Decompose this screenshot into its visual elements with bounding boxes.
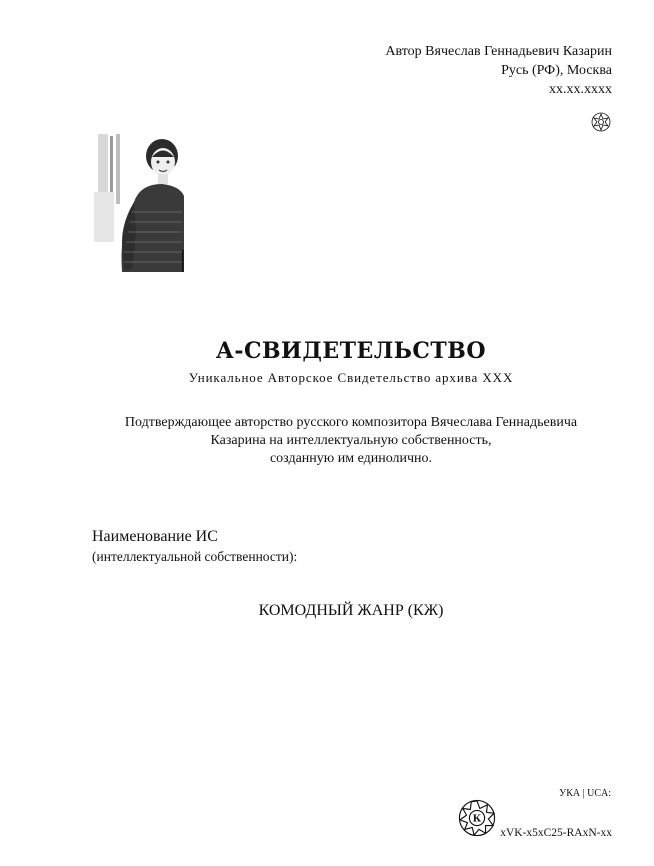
seal-letter: К	[472, 813, 482, 825]
document-title: А-СВИДЕТЕЛЬСТВО	[215, 338, 487, 364]
star-seal-icon	[591, 112, 611, 132]
statement-line: Казарина на интеллектуальную собственность,	[210, 433, 492, 448]
author-photo	[92, 132, 184, 272]
uca-label: УКА | UCA:	[559, 788, 611, 799]
author-name: Автор Вячеслав Геннадьевич Казарин	[385, 44, 612, 59]
document-date: xx.xx.xxxx	[549, 82, 612, 97]
ip-name: КОМОДНЫЙ ЖАНР (КЖ)	[258, 602, 444, 619]
star-seal-icon	[458, 799, 496, 837]
author-location: Русь (РФ), Москва	[501, 63, 612, 78]
statement-line: Подтверждающее авторство русского композитора Вячеслава Геннадьевича	[124, 415, 578, 430]
author-header	[385, 42, 612, 99]
authorship-statement	[0, 414, 654, 468]
statement-line: созданную им единолично.	[269, 451, 433, 466]
ip-label-note: (интеллектуальной собственности):	[92, 549, 298, 564]
ip-label: Наименование ИС	[92, 528, 218, 545]
document-subtitle: Уникальное Авторское Свидетельство архива XXX	[188, 370, 514, 385]
archive-code: xVK-x5xC25-RAxN-xx	[500, 827, 612, 839]
